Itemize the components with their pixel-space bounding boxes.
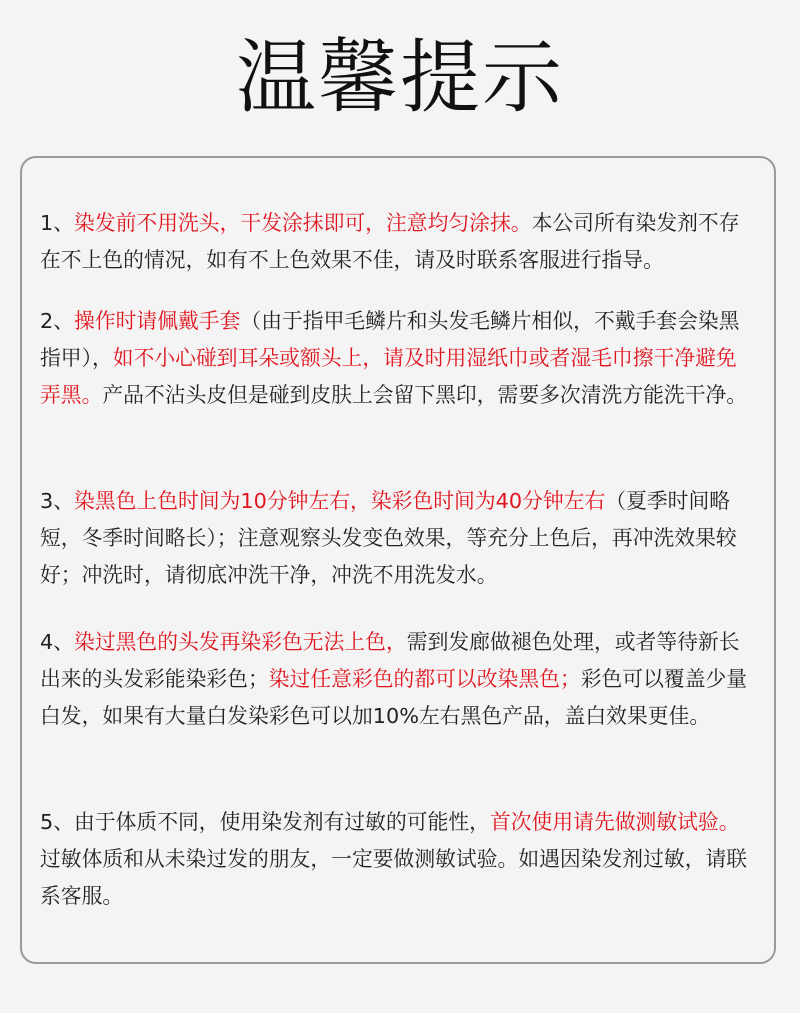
item-4-segment-4: 染过任意彩色的都可以改染黑色； (268, 667, 581, 691)
item-2-segment-3: （由于指甲毛鳞片和头发毛鳞片相似，不戴手套会染黑指甲）， (40, 309, 740, 370)
item-4-segment-1: 4、 (40, 630, 75, 654)
notice-item-5 (40, 804, 756, 915)
item-4-segment-2: 染过黑色的头发再染彩色无法上色， (74, 630, 407, 654)
item-2-segment-4: 如不小心碰到耳朵或额头上，请及时用湿纸巾或者湿毛巾擦干净避免弄黑。 (40, 346, 737, 407)
item-2-segment-5: 产品不沾头皮但是碰到皮肤上会留下黑印，需要多次清洗方能洗干净。 (102, 383, 748, 407)
notice-item-3 (40, 483, 756, 594)
notice-item-1 (40, 205, 756, 279)
item-3-segment-1: 3、 (40, 489, 75, 513)
item-2-segment-1: 2、 (40, 309, 75, 333)
item-3-segment-2: 染黑色上色时间为10分钟左右，染彩色时间为40分钟左右 (74, 489, 606, 513)
notice-item-2 (40, 303, 756, 414)
item-5-segment-3: 过敏体质和从未染过发的朋友，一定要做测敏试验。如遇因染发剂过敏，请联系客服。 (40, 847, 748, 908)
item-3-segment-3: （夏季时间略短，冬季时间略长）；注意观察头发变色效果，等充分上色后，再冲洗效果较好；冲洗时，请彻底冲洗干净，冲洗不用洗发水。 (40, 489, 737, 587)
item-1-segment-1: 1、 (40, 211, 75, 235)
item-1-segment-2: 染发前不用洗头，干发涂抹即可，注意均匀涂抹。 (74, 211, 532, 235)
item-5-segment-2: 首次使用请先做测敏试验。 (489, 810, 740, 834)
item-5-segment-1: 5、由于体质不同，使用染发剂有过敏的可能性， (40, 810, 490, 834)
item-2-segment-2: 操作时请佩戴手套 (74, 309, 241, 333)
item-4-segment-3: 需到发廊做褪色处理，或者等待新长出来的头发彩能染彩色； (40, 630, 740, 691)
notice-item-4 (40, 624, 756, 735)
notice-card (20, 156, 776, 964)
item-1-segment-3: 本公司所有染发剂不存在不上色的情况，如有不上色效果不佳，请及时联系客服进行指导。 (40, 211, 740, 272)
item-4-segment-5: 彩色可以覆盖少量白发，如果有大量白发染彩色可以加10%左右黑色产品，盖白效果更佳。 (40, 667, 748, 728)
page-title: 温馨提示 (236, 31, 564, 124)
